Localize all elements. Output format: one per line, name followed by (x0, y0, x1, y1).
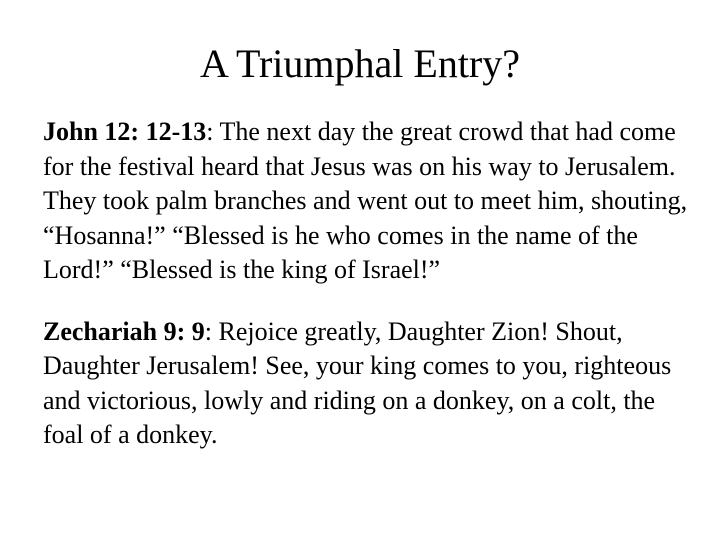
passage-text: : Rejoice greatly, Daughter Zion! Shout, Daughter Jerusalem! See, your king comes to you, righteous and victorious, lowly and riding on a donkey, on a colt, the foal of a donkey. (43, 316, 672, 449)
passage-text: : The next day the great crowd that had come for the festival heard that Jesus was on his way to Jerusalem. They took palm branches and went out to meet him, shouting, “Hosanna!” “Blessed is he who comes in the name of the Lord!” “Blessed is the king of Israel!” (43, 117, 688, 284)
passage-john (43, 115, 693, 288)
slide-title: A Triumphal Entry? (199, 41, 521, 86)
passage-reference: Zechariah 9: 9 (43, 316, 205, 346)
passage-reference: John 12: 12-13 (43, 117, 207, 146)
slide-body (43, 115, 693, 453)
passage-zechariah (43, 315, 693, 453)
